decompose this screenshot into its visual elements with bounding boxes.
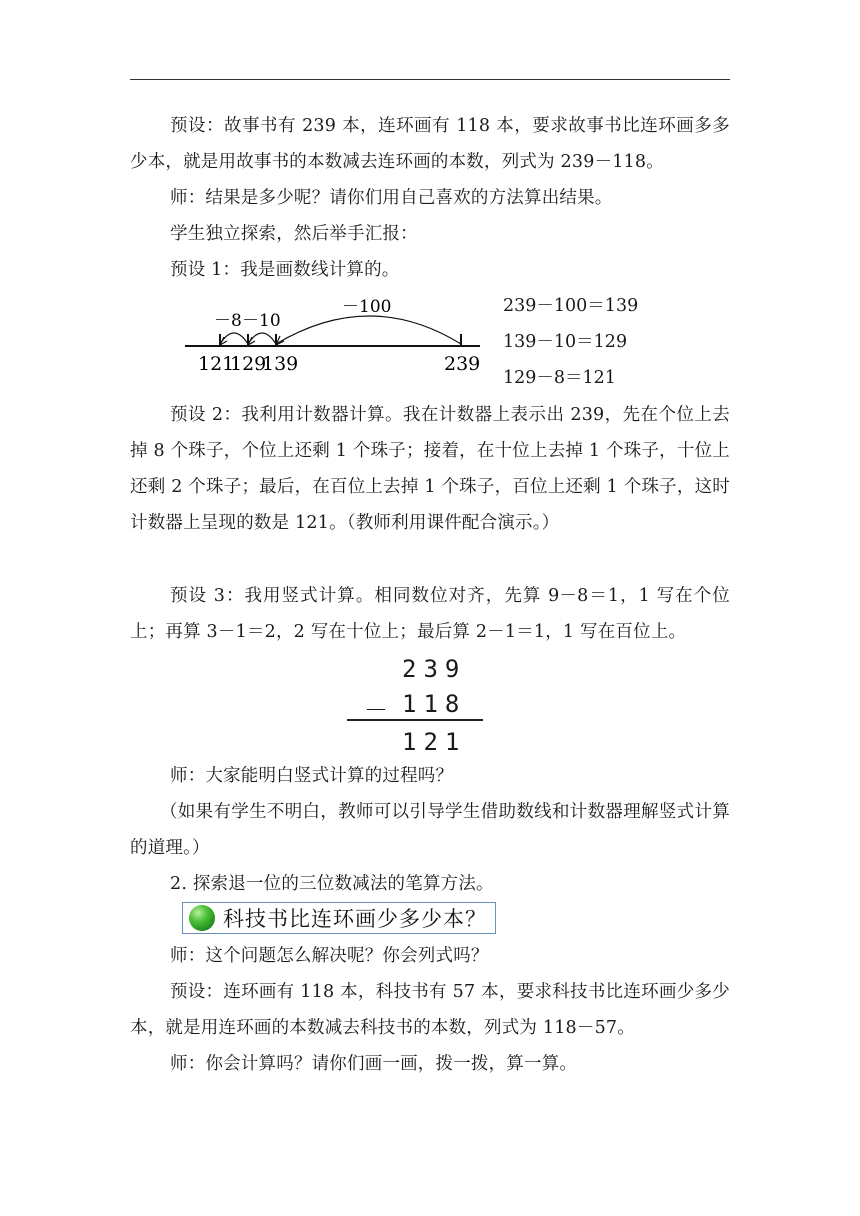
paragraph-preset-1: 预设 1：我是画数线计算的。 [170, 260, 400, 280]
vertical-subtrahend: 118 [402, 690, 467, 718]
tick-label-139: 139 [262, 353, 299, 375]
vertical-minuend: 239 [402, 655, 467, 683]
equation-3: 129－8＝121 [503, 368, 616, 388]
paragraph-student-explore: 学生独立探索，然后举手汇报： [170, 224, 418, 244]
arc-label-minus-100: －100 [342, 297, 392, 317]
paragraph-preset-2: 预设 2：我利用计数器计算。我在计数器上表示出 239，先在个位上去掉 8 个珠子，个位上还剩 1 个珠子；接着，在十位上去掉 1 个珠子，十位上还剩 2 个珠子；最后，在百位上去掉 1 个珠子，百位上还剩 1 个珠子，这时计数器上呈现的数是 121。（教师利用课件配合演示。） [130, 405, 730, 533]
vertical-calc-line [347, 719, 483, 721]
green-ball-icon [189, 905, 215, 931]
paragraph-teacher-how: 师：这个问题怎么解决呢？你会列式吗？ [170, 946, 489, 966]
paragraph-teacher-ask: 师：大家能明白竖式计算的过程吗？ [170, 766, 454, 786]
paragraph-preset: 预设：故事书有 239 本，连环画有 118 本，要求故事书比连环画多多少本，就是用故事书的本数减去连环画的本数，列式为 239－118。 [130, 116, 730, 172]
number-line-diagram [180, 290, 490, 380]
vertical-result: 121 [402, 728, 467, 756]
tick-label-121: 121 [198, 353, 235, 375]
arrowhead-8 [220, 337, 227, 345]
equation-2: 139－10＝129 [503, 332, 628, 352]
paragraph-teacher-calc: 师：你会计算吗？请你们画一画，拨一拨，算一算。 [170, 1054, 578, 1074]
question-badge [182, 902, 496, 934]
arc-label-minus-8: －8 [214, 311, 242, 331]
paragraph-preset-3: 预设 3：我用竖式计算。相同数位对齐，先算 9－8＝1，1 写在个位上；再算 3－1＝2，2 写在十位上；最后算 2－1＝1，1 写在百位上。 [130, 586, 730, 642]
vertical-operator: － [364, 696, 395, 724]
paragraph-preset-tech: 预设：连环画有 118 本，科技书有 57 本，要求科技书比连环画少多少本，就是用连环画的本数减去科技书的本数，列式为 118－57。 [130, 982, 730, 1038]
paragraph-note: （如果有学生不明白，教师可以引导学生借助数线和计数器理解竖式计算的道理。） [130, 802, 730, 858]
paragraph-teacher-question: 师：结果是多少呢？请你们用自己喜欢的方法算出结果。 [170, 188, 613, 208]
arc-minus-100 [276, 316, 461, 344]
tick-label-129: 129 [230, 353, 267, 375]
section-heading-2: 2. 探索退一位的三位数减法的笔算方法。 [170, 874, 494, 894]
question-badge-text: 科技书比连环画少多少本？ [223, 907, 487, 931]
tick-label-239: 239 [444, 353, 481, 375]
equation-1: 239－100＝139 [503, 296, 639, 316]
arc-label-minus-10: －10 [242, 311, 281, 331]
arrowhead-10 [248, 337, 255, 345]
header-rule [130, 79, 730, 80]
